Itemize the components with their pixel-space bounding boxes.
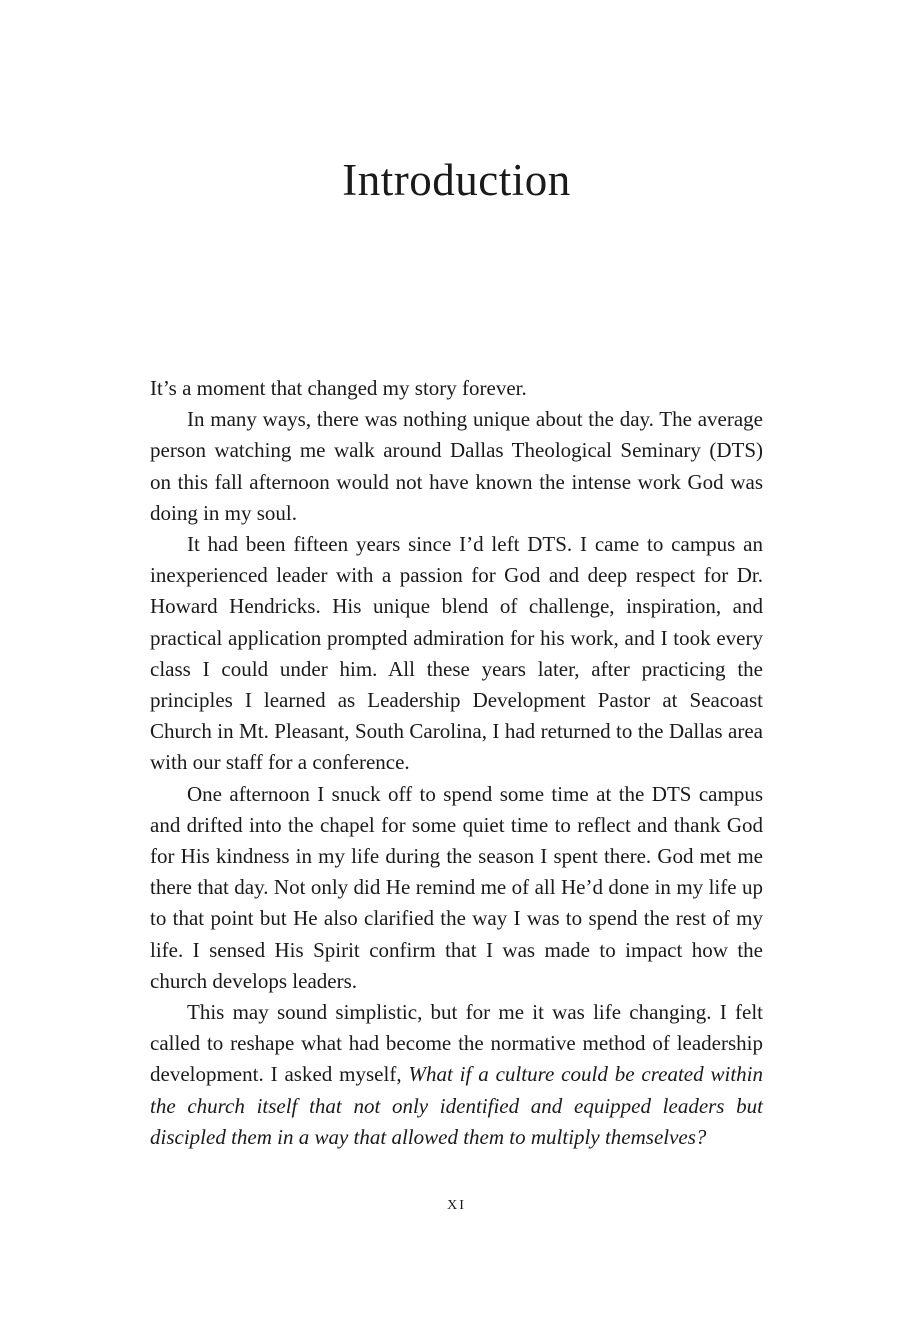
body-text	[150, 373, 763, 1153]
page-number: XI	[447, 1198, 466, 1213]
paragraph-3	[150, 529, 763, 779]
paragraph-2-text: In many ways, there was nothing unique about the day. The average person watching me walk around Dallas Theological Seminary (DTS) on this fall afternoon would not have known the intense work God was doing in my soul.	[150, 407, 763, 525]
paragraph-5-italic-question: What if a culture could be created within the church itself that not only identified and equipped leaders but discipled them in a way that allowed them to multiply themselves?	[150, 1062, 763, 1149]
paragraph-2	[150, 404, 763, 529]
paragraph-5	[150, 997, 763, 1153]
chapter-title: Introduction	[342, 155, 571, 205]
paragraph-3-text: It had been fifteen years since I’d left DTS. I came to campus an inexperienced leader with a passion for God and deep respect for Dr. Howard Hendricks. His unique blend of challenge, inspiration, and practical application prompted admiration for his work, and I took every class I could under him. All these years later, after practicing the principles I learned as Leadership Development Pastor at Seacoast Church in Mt. Pleasant, South Carolina, I had returned to the Dallas area with our staff for a conference.	[150, 532, 763, 775]
paragraph-1	[150, 373, 763, 404]
paragraph-5-text: This may sound simplistic, but for me it was life changing. I felt called to reshape what had become the normative method of leadership development. I asked myself,	[150, 1000, 763, 1087]
paragraph-4-text: One afternoon I snuck off to spend some time at the DTS campus and drifted into the chapel for some quiet time to reflect and thank God for His kindness in my life during the season I spent there. God met me there that day. Not only did He remind me of all He’d done in my life up to that point but He also clarified the way I was to spend the rest of my life. I sensed His Spirit confirm that I was made to impact how the church develops leaders.	[150, 781, 763, 993]
paragraph-4	[150, 779, 763, 997]
paragraph-1-text: It’s a moment that changed my story forever.	[150, 376, 527, 400]
